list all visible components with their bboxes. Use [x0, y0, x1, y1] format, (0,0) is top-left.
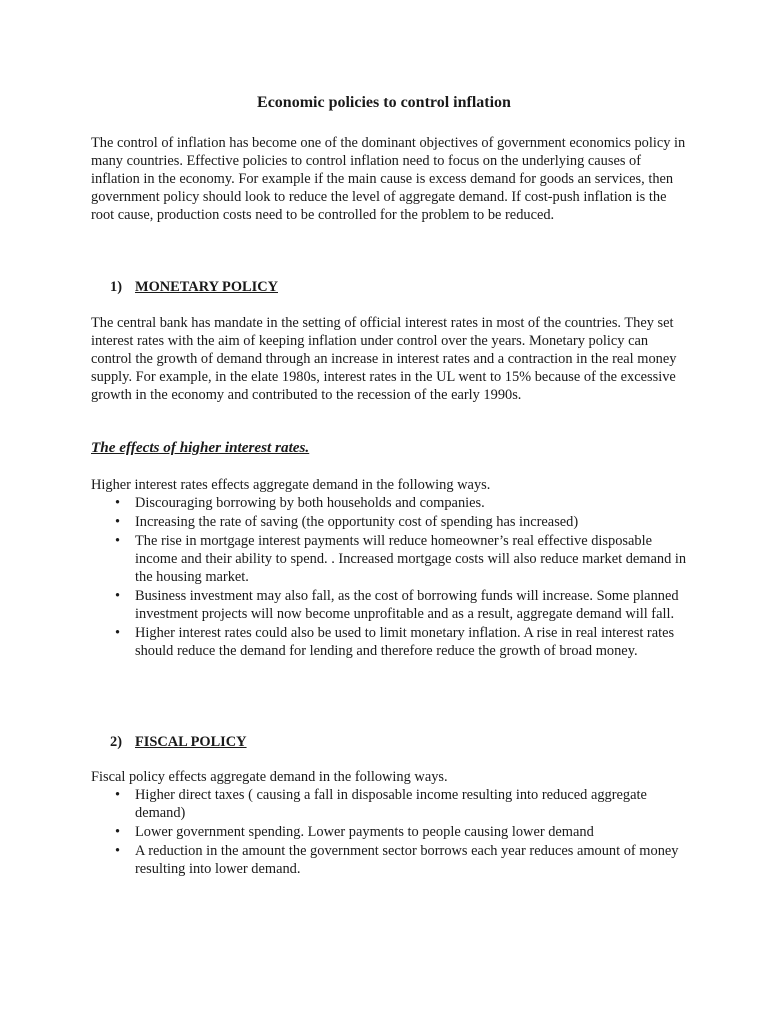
- list-item-text: Higher direct taxes ( causing a fall in disposable income resulting into reduced aggregate demand): [135, 787, 647, 821]
- list-item-text: The rise in mortgage interest payments will reduce homeowner’s real effective disposable income and their ability to spend. . Increased mortgage costs will also reduce market demand in the housing market.: [135, 533, 687, 585]
- effects-heading: The effects of higher interest rates.: [91, 439, 310, 456]
- list-item: [91, 587, 691, 623]
- list-item-text: Increasing the rate of saving (the opportunity cost of spending has increased): [135, 514, 579, 530]
- interest-rate-effects-list: [91, 494, 691, 661]
- fiscal-policy-list: [91, 786, 691, 879]
- list-item-text: Higher interest rates could also be used to limit monetary inflation. A rise in real interest rates should reduce the demand for lending and therefore reduce the growth of broad money.: [135, 625, 675, 659]
- list-item: [91, 532, 691, 586]
- section-title: MONETARY POLICY: [135, 279, 278, 295]
- list-item: [91, 786, 691, 822]
- bullet-icon: •: [115, 588, 121, 604]
- fiscal-policy-intro: Fiscal policy effects aggregate demand in the following ways.: [91, 769, 448, 785]
- bullet-icon: •: [115, 843, 121, 859]
- section-number: 1): [110, 279, 122, 295]
- bullet-icon: •: [115, 787, 121, 803]
- list-item-text: Business investment may also fall, as the cost of borrowing funds will increase. Some planned investment projects will now become unprofitable and as a result, aggregate demand will fall.: [135, 588, 679, 622]
- bullet-icon: •: [115, 533, 121, 549]
- monetary-policy-heading: [110, 278, 278, 296]
- list-item: [91, 494, 691, 512]
- list-item: [91, 842, 691, 878]
- intro-paragraph: The control of inflation has become one of the dominant objectives of government economics policy in many countries. Effective policies to control inflation need to focus on the underlying causes of inflation in the economy. For example if the main cause is excess demand for goods an services, then government policy should look to reduce the level of aggregate demand. If cost-push inflation is the root cause, production costs need to be controlled for the problem to be reduced.: [91, 135, 686, 223]
- bullet-icon: •: [115, 514, 121, 530]
- list-item-text: A reduction in the amount the government sector borrows each year reduces amount of money resulting into lower demand.: [135, 843, 679, 877]
- bullet-icon: •: [115, 625, 121, 641]
- bullet-icon: •: [115, 824, 121, 840]
- section-title: FISCAL POLICY: [135, 734, 247, 750]
- list-item: [91, 513, 691, 531]
- bullet-icon: •: [115, 495, 121, 511]
- monetary-policy-paragraph: The central bank has mandate in the setting of official interest rates in most of the countries. They set interest rates with the aim of keeping inflation under control over the years. Monetary policy can control the growth of demand through an increase in interest rates and a contraction in the real money supply. For example, in the elate 1980s, interest rates in the UL went to 15% because of the excessive growth in the economy and contributed to the recession of the early 1990s.: [91, 315, 677, 403]
- fiscal-policy-heading: [110, 733, 247, 751]
- section-number: 2): [110, 734, 122, 750]
- list-item: [91, 823, 691, 841]
- list-item-text: Lower government spending. Lower payments to people causing lower demand: [135, 824, 594, 840]
- list-item-text: Discouraging borrowing by both households and companies.: [135, 495, 485, 511]
- list-item: [91, 624, 691, 660]
- effects-intro: Higher interest rates effects aggregate demand in the following ways.: [91, 477, 491, 493]
- document-title: Economic policies to control inflation: [257, 94, 511, 111]
